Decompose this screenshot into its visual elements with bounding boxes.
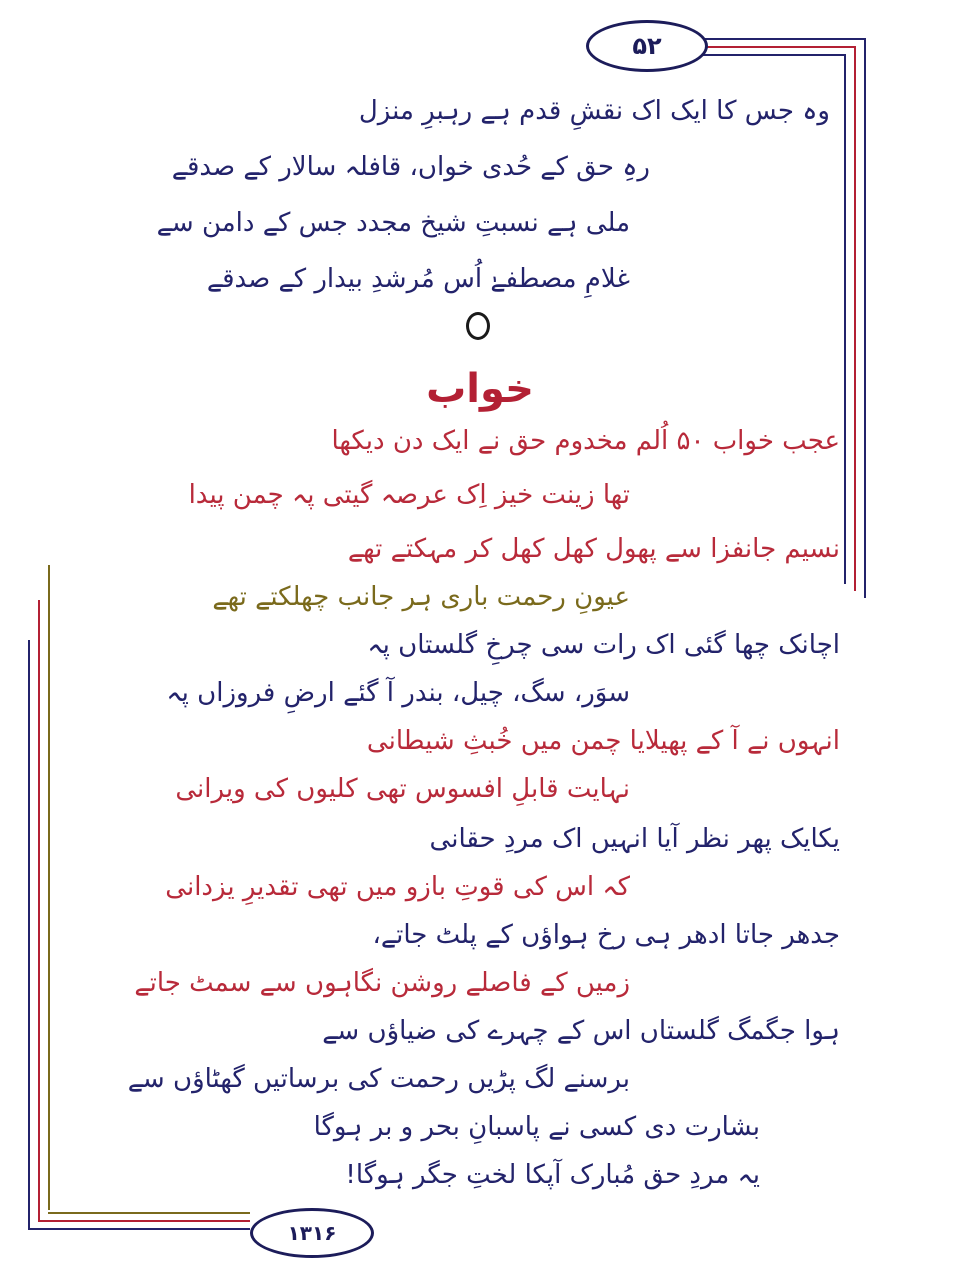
verse-line-13: یکایک پھر نظر آیا انہیں اک مردِ حقانی	[429, 824, 840, 854]
frame-bottom-line-3	[48, 1212, 250, 1214]
verse-line-9: اچانک چھا گئی اک رات سی چرخِ گلستاں پہ	[367, 630, 840, 660]
separator-ring	[466, 312, 490, 340]
page-number-top: ۵۲	[586, 20, 708, 72]
verse-line-19: بشارت دی کسی نے پاسبانِ بحر و بر ہوگا	[313, 1112, 760, 1142]
verse-line-1: وہ جس کا ایک اک نقشِ قدم ہے رہبرِ منزل	[358, 96, 830, 126]
page-number-bottom: ۱۳۱۶	[250, 1208, 374, 1258]
frame-top-line-3	[702, 54, 846, 56]
frame-right-line-1	[864, 38, 866, 598]
frame-left-line-3	[48, 565, 50, 1210]
verse-line-6: تھا زینت خیز اِک عرصہ گیتی پہ چمن پیدا	[188, 480, 630, 510]
verse-line-11: انہوں نے آ کے پھیلایا چمن میں خُبثِ شیطانی	[366, 726, 840, 756]
verse-line-17: ہوا جگمگ گلستاں اس کے چہرے کی ضیاؤں سے	[322, 1016, 840, 1046]
frame-top-line-1	[702, 38, 866, 40]
verse-line-16: زمیں کے فاصلے روشن نگاہوں سے سمٹ جاتے	[134, 968, 630, 998]
verse-line-14: کہ اس کی قوتِ بازو میں تھی تقدیرِ یزدانی	[165, 872, 630, 902]
frame-left-line-2	[38, 600, 40, 1220]
verse-line-4: غلامِ مصطفےٰ اُس مُرشدِ بیدار کے صدقے	[206, 264, 630, 294]
frame-left-line-1	[28, 640, 30, 1230]
verse-line-10: سوَر، سگ، چیل، بندر آ گئے ارضِ فروزاں پہ	[166, 678, 630, 708]
frame-top-line-2	[702, 46, 856, 48]
verse-line-8: عیونِ رحمت باری ہر جانب چھلکتے تھے	[212, 582, 630, 612]
verse-line-20: یہ مردِ حق مُبارک آپکا لختِ جگر ہوگا!	[345, 1160, 760, 1190]
verse-line-12: نہایت قابلِ افسوس تھی کلیوں کی ویرانی	[175, 774, 630, 804]
poem-title: خواب	[426, 366, 534, 412]
verse-line-7: نسیم جانفزا سے پھول کھل کھل کر مہکتے تھے	[347, 534, 840, 564]
frame-right-line-3	[844, 54, 846, 584]
frame-bottom-line-2	[38, 1220, 250, 1222]
frame-bottom-line-1	[28, 1228, 250, 1230]
verse-line-18: برسنے لگ پڑیں رحمت کی برساتیں گھٹاؤں سے	[127, 1064, 630, 1094]
verse-line-15: جدھر جاتا ادھر ہی رخ ہواؤں کے پلٹ جاتے،	[372, 920, 840, 950]
verse-line-2: رہِ حق کے حُدی خواں، قافلہ سالار کے صدقے	[171, 152, 650, 182]
frame-right-line-2	[854, 46, 856, 591]
verse-line-3: ملی ہے نسبتِ شیخ مجدد جس کے دامن سے	[156, 208, 630, 238]
verse-line-5: عجب خواب ۵۰ اُلم مخدوم حق نے ایک دن دیکھا	[331, 426, 840, 456]
